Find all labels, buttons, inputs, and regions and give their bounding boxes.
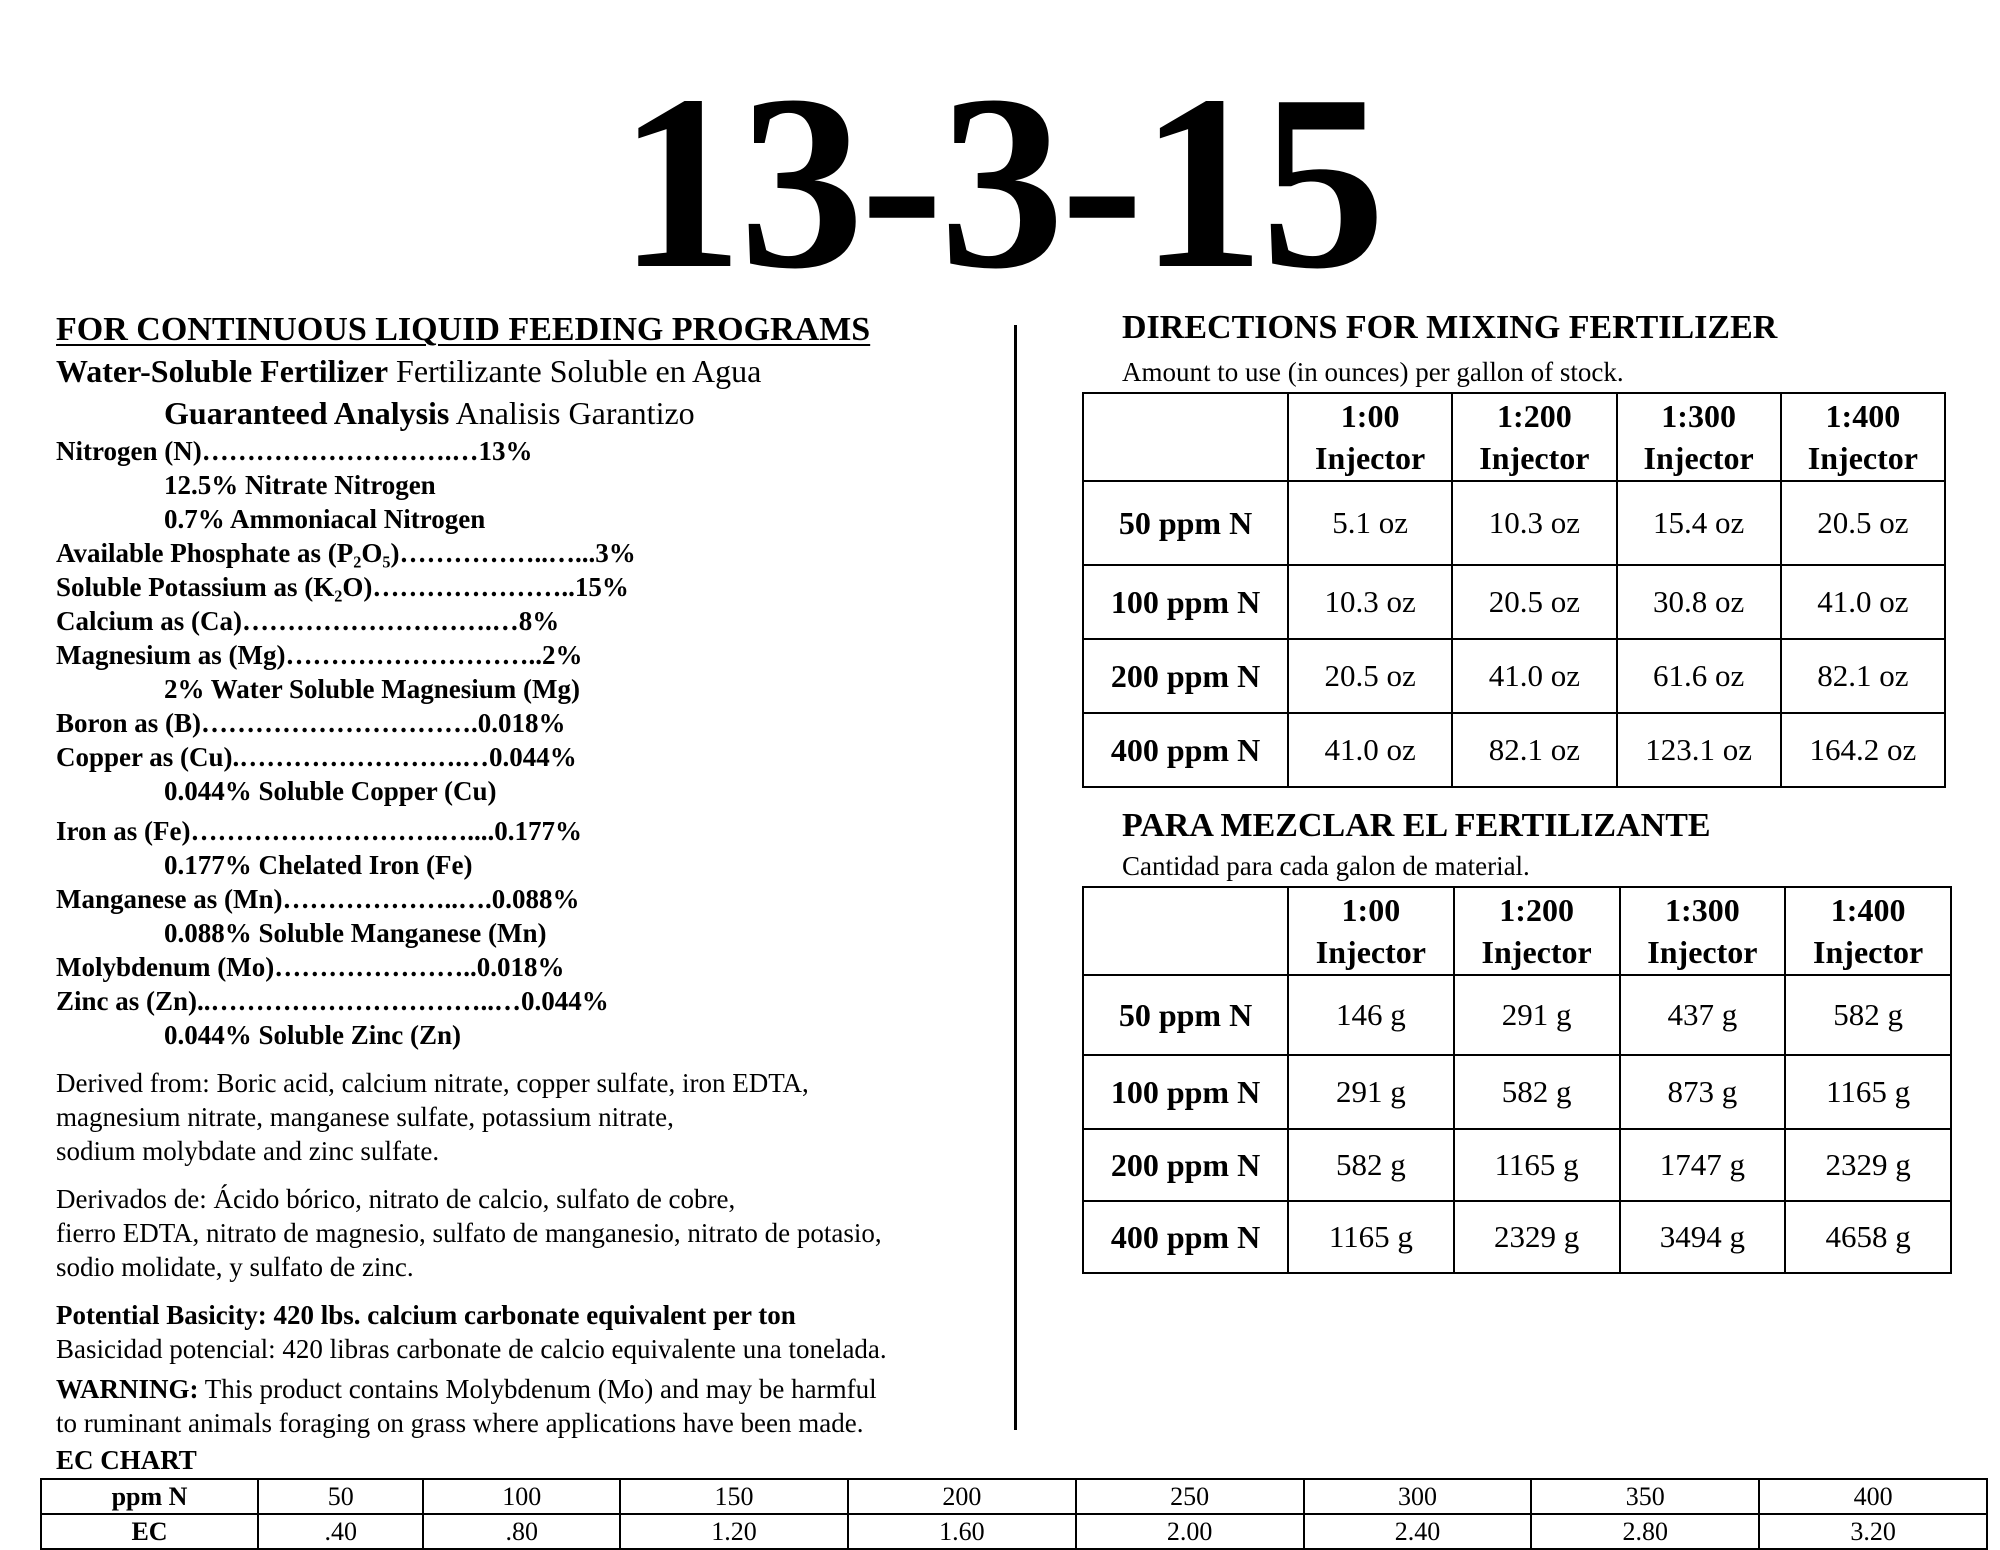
table-row bbox=[1083, 975, 1951, 1055]
analysis-subline: 0.044% Soluble Copper (Cu) bbox=[164, 776, 497, 806]
amount-cell: 15.4 oz bbox=[1617, 481, 1781, 565]
ec-cell: .80 bbox=[423, 1514, 620, 1549]
amount-cell: 437 g bbox=[1620, 975, 1786, 1055]
analysis-list bbox=[56, 434, 996, 1052]
amount-cell: 582 g bbox=[1785, 975, 1951, 1055]
analysis-subline: 12.5% Nitrate Nitrogen bbox=[164, 470, 436, 500]
ratio-label: 1:200 bbox=[1499, 892, 1574, 928]
table-row bbox=[1083, 565, 1945, 639]
amount-cell: 1165 g bbox=[1785, 1055, 1951, 1129]
basicity-es: Basicidad potencial: 420 libras carbonate de calcio equivalente una tonelada. bbox=[56, 1334, 887, 1364]
derived-en-line: Derived from: Boric acid, calcium nitrate, copper sulfate, iron EDTA, bbox=[56, 1068, 809, 1098]
amount-cell: 291 g bbox=[1288, 1055, 1454, 1129]
left-column bbox=[56, 310, 996, 1440]
table-row bbox=[1083, 1055, 1951, 1129]
ratio-label: 1:300 bbox=[1661, 398, 1736, 434]
warning-text: This product contains Molybdenum (Mo) and may be harmful bbox=[198, 1374, 877, 1404]
amount-cell: 41.0 oz bbox=[1781, 565, 1945, 639]
ec-cell: 1.60 bbox=[848, 1514, 1076, 1549]
amount-cell: 1747 g bbox=[1620, 1129, 1786, 1201]
ratio-header bbox=[1454, 887, 1620, 975]
analysis-line: Available Phosphate as (P₂O₅)……………..…...3% bbox=[56, 538, 636, 568]
amount-cell: 3494 g bbox=[1620, 1201, 1786, 1273]
ratio-label: 1:400 bbox=[1825, 398, 1901, 434]
amount-cell: 41.0 oz bbox=[1452, 639, 1616, 713]
ratio-header bbox=[1617, 393, 1781, 481]
mixing-table-es bbox=[1082, 886, 1952, 1274]
ratio-label: 1:400 bbox=[1830, 892, 1906, 928]
ppm-row-label: 200 ppm N bbox=[1083, 639, 1288, 713]
analysis-line: Manganese as (Mn)………………..….0.088% bbox=[56, 884, 580, 914]
ec-cell: 150 bbox=[620, 1479, 848, 1514]
analysis-line: Nitrogen (N)……………………….…13% bbox=[56, 436, 533, 466]
ratio-label: 1:00 bbox=[1341, 892, 1401, 928]
analysis-subline: 2% Water Soluble Magnesium (Mg) bbox=[164, 674, 580, 704]
amount-cell: 20.5 oz bbox=[1288, 639, 1452, 713]
product-name bbox=[56, 350, 996, 392]
amount-cell: 123.1 oz bbox=[1617, 713, 1781, 787]
ratio-header bbox=[1781, 393, 1945, 481]
injector-label: Injector bbox=[1813, 934, 1924, 970]
product-name-en: Water-Soluble Fertilizer bbox=[56, 353, 389, 389]
ratio-header bbox=[1452, 393, 1616, 481]
mixing-title-en: DIRECTIONS FOR MIXING FERTILIZER bbox=[1122, 309, 1778, 346]
injector-label: Injector bbox=[1315, 934, 1426, 970]
analysis-line: Magnesium as (Mg)………………………..2% bbox=[56, 640, 583, 670]
amount-cell: 2329 g bbox=[1785, 1129, 1951, 1201]
warning-label: WARNING: bbox=[56, 1374, 199, 1404]
derived-en-line: magnesium nitrate, manganese sulfate, potassium nitrate, bbox=[56, 1102, 674, 1132]
ppm-row-label: 100 ppm N bbox=[1083, 565, 1288, 639]
amount-cell: 291 g bbox=[1454, 975, 1620, 1055]
ec-cell: 400 bbox=[1759, 1479, 1987, 1514]
analysis-line: Molybdenum (Mo)…………………..0.018% bbox=[56, 952, 565, 982]
ppm-row-label: 50 ppm N bbox=[1083, 481, 1288, 565]
analysis-heading bbox=[56, 392, 996, 434]
ec-row bbox=[41, 1479, 1987, 1514]
ec-cell: 1.20 bbox=[620, 1514, 848, 1549]
analysis-subline: 0.044% Soluble Zinc (Zn) bbox=[164, 1020, 462, 1050]
amount-cell: 20.5 oz bbox=[1781, 481, 1945, 565]
ec-cell: 100 bbox=[423, 1479, 620, 1514]
injector-label: Injector bbox=[1647, 934, 1758, 970]
product-title: 13-3-15 bbox=[618, 44, 1382, 321]
amount-cell: 164.2 oz bbox=[1781, 713, 1945, 787]
injector-label: Injector bbox=[1481, 934, 1592, 970]
ec-row-label: ppm N bbox=[41, 1479, 258, 1514]
amount-cell: 2329 g bbox=[1454, 1201, 1620, 1273]
derived-es-line: sodio molidate, y sulfato de zinc. bbox=[56, 1252, 414, 1282]
mixing-subtitle-es: Cantidad para cada galon de material. bbox=[1122, 851, 1530, 881]
warning-text-2: to ruminant animals foraging on grass where applications have been made. bbox=[56, 1408, 864, 1438]
amount-cell: 1165 g bbox=[1454, 1129, 1620, 1201]
derived-en-line: sodium molybdate and zinc sulfate. bbox=[56, 1136, 440, 1166]
table-row bbox=[1083, 481, 1945, 565]
ec-cell: 3.20 bbox=[1759, 1514, 1987, 1549]
product-name-es: Fertilizante Soluble en Agua bbox=[396, 353, 762, 389]
amount-cell: 41.0 oz bbox=[1288, 713, 1452, 787]
amount-cell: 5.1 oz bbox=[1288, 481, 1452, 565]
analysis-subline: 0.177% Chelated Iron (Fe) bbox=[164, 850, 473, 880]
analysis-en: Guaranteed Analysis bbox=[164, 395, 450, 431]
amount-cell: 61.6 oz bbox=[1617, 639, 1781, 713]
ec-cell: 50 bbox=[258, 1479, 423, 1514]
injector-label: Injector bbox=[1807, 440, 1918, 476]
analysis-line: Zinc as (Zn)..…………………………..…0.044% bbox=[56, 986, 609, 1016]
ratio-header bbox=[1785, 887, 1951, 975]
ratio-header bbox=[1288, 887, 1454, 975]
table-row bbox=[1083, 1201, 1951, 1273]
ec-cell: 250 bbox=[1076, 1479, 1304, 1514]
ec-cell: .40 bbox=[258, 1514, 423, 1549]
ratio-header bbox=[1620, 887, 1786, 975]
table-row bbox=[1083, 1129, 1951, 1201]
amount-cell: 146 g bbox=[1288, 975, 1454, 1055]
ppm-row-label: 400 ppm N bbox=[1083, 713, 1288, 787]
column-divider bbox=[1014, 325, 1017, 1430]
amount-cell: 20.5 oz bbox=[1452, 565, 1616, 639]
ec-chart-title: EC CHART bbox=[56, 1445, 197, 1475]
ec-cell: 200 bbox=[848, 1479, 1076, 1514]
ec-chart-table bbox=[40, 1478, 1988, 1550]
amount-cell: 10.3 oz bbox=[1288, 565, 1452, 639]
amount-cell: 4658 g bbox=[1785, 1201, 1951, 1273]
ratio-header bbox=[1288, 393, 1452, 481]
analysis-subline: 0.088% Soluble Manganese (Mn) bbox=[164, 918, 547, 948]
derived-es-line: fierro EDTA, nitrato de magnesio, sulfato de manganesio, nitrato de potasio, bbox=[56, 1218, 882, 1248]
amount-cell: 582 g bbox=[1454, 1055, 1620, 1129]
amount-cell: 1165 g bbox=[1288, 1201, 1454, 1273]
ratio-label: 1:00 bbox=[1340, 398, 1400, 434]
analysis-subline: 0.7% Ammoniacal Nitrogen bbox=[164, 504, 486, 534]
mixing-table-en bbox=[1082, 392, 1946, 788]
ppm-row-label: 200 ppm N bbox=[1083, 1129, 1288, 1201]
ec-cell: 2.80 bbox=[1531, 1514, 1759, 1549]
table-row bbox=[1083, 713, 1945, 787]
ppm-row-label: 50 ppm N bbox=[1083, 975, 1288, 1055]
ratio-label: 1:300 bbox=[1665, 892, 1740, 928]
corner-cell bbox=[1083, 393, 1288, 481]
amount-cell: 582 g bbox=[1288, 1129, 1454, 1201]
ec-row bbox=[41, 1514, 1987, 1549]
basicity bbox=[56, 1298, 996, 1366]
derived-from-es bbox=[56, 1182, 996, 1284]
table-row bbox=[1083, 639, 1945, 713]
ec-cell: 2.40 bbox=[1304, 1514, 1532, 1549]
injector-label: Injector bbox=[1479, 440, 1590, 476]
analysis-line: Iron as (Fe)……………………….…....0.177% bbox=[56, 816, 582, 846]
ec-row-label: EC bbox=[41, 1514, 258, 1549]
injector-label: Injector bbox=[1315, 440, 1426, 476]
ec-cell: 2.00 bbox=[1076, 1514, 1304, 1549]
amount-cell: 873 g bbox=[1620, 1055, 1786, 1129]
amount-cell: 82.1 oz bbox=[1452, 713, 1616, 787]
derived-from-en bbox=[56, 1066, 996, 1168]
derived-es-line: Derivados de: Ácido bórico, nitrato de calcio, sulfato de cobre, bbox=[56, 1184, 736, 1214]
analysis-line: Calcium as (Ca)……………………….…8% bbox=[56, 606, 560, 636]
amount-cell: 82.1 oz bbox=[1781, 639, 1945, 713]
injector-label: Injector bbox=[1643, 440, 1754, 476]
basicity-en: Potential Basicity: 420 lbs. calcium carbonate equivalent per ton bbox=[56, 1300, 796, 1330]
analysis-es: Analisis Garantizo bbox=[455, 395, 695, 431]
ppm-row-label: 100 ppm N bbox=[1083, 1055, 1288, 1129]
header-row bbox=[1083, 393, 1945, 481]
ppm-row-label: 400 ppm N bbox=[1083, 1201, 1288, 1273]
amount-cell: 10.3 oz bbox=[1452, 481, 1616, 565]
warning bbox=[56, 1372, 996, 1440]
ratio-label: 1:200 bbox=[1497, 398, 1572, 434]
analysis-line: Boron as (B)………………………….0.018% bbox=[56, 708, 566, 738]
ec-cell: 300 bbox=[1304, 1479, 1532, 1514]
ec-cell: 350 bbox=[1531, 1479, 1759, 1514]
amount-cell: 30.8 oz bbox=[1617, 565, 1781, 639]
mixing-subtitle-en: Amount to use (in ounces) per gallon of stock. bbox=[1122, 357, 1624, 387]
feeding-heading: FOR CONTINUOUS LIQUID FEEDING PROGRAMS bbox=[56, 311, 871, 348]
mixing-title-es: PARA MEZCLAR EL FERTILIZANTE bbox=[1122, 807, 1711, 844]
corner-cell bbox=[1083, 887, 1288, 975]
analysis-line: Soluble Potassium as (K₂O)…………………..15% bbox=[56, 572, 629, 602]
header-row bbox=[1083, 887, 1951, 975]
analysis-line: Copper as (Cu).…………………….…0.044% bbox=[56, 742, 577, 772]
